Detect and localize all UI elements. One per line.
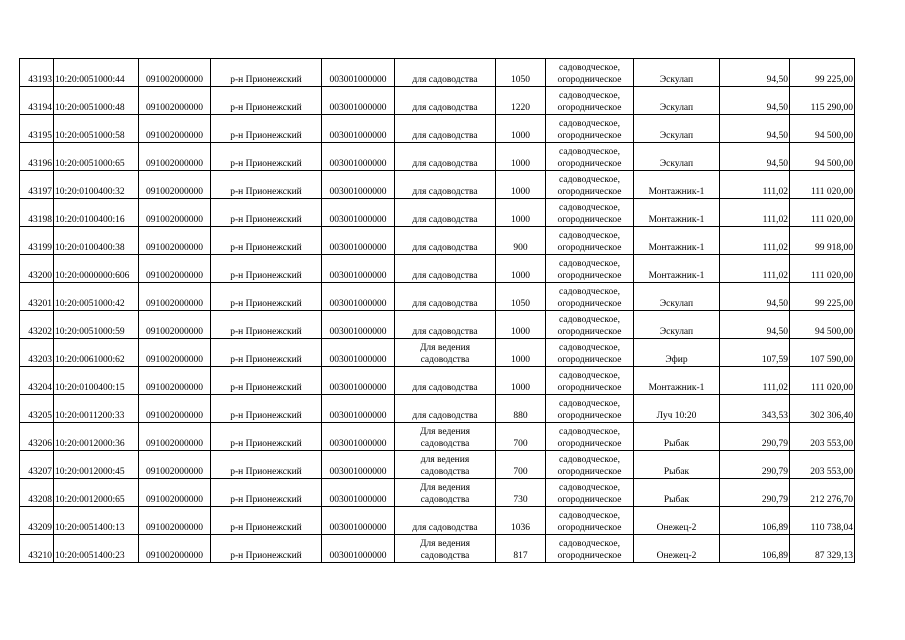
- unit-price-cell: 111,02: [720, 171, 790, 199]
- cadastral-number-cell: 10:20:0051400:13: [54, 507, 139, 535]
- category-cell: [546, 143, 634, 171]
- category-cell: [546, 283, 634, 311]
- permitted-use-cell: [395, 395, 496, 423]
- unit-price-cell: 94,50: [720, 143, 790, 171]
- oktmo-cell: 003001000000: [322, 535, 395, 563]
- cadastral-number-cell: 10:20:0100400:32: [54, 171, 139, 199]
- area-cell: 700: [496, 423, 546, 451]
- permitted-use-line: для садоводства: [412, 411, 478, 421]
- cadastral-cost-cell: 99 225,00: [790, 283, 855, 311]
- cadastral-cost-cell: 111 020,00: [790, 255, 855, 283]
- category-line: огородническое: [557, 187, 622, 197]
- settlement-name-cell: Онежец-2: [634, 535, 720, 563]
- category-line: садоводческое,: [559, 203, 620, 213]
- cadastral-number-cell: 10:20:0051400:23: [54, 535, 139, 563]
- cadastral-number-cell: 10:20:0051000:42: [54, 283, 139, 311]
- area-cell: 1036: [496, 507, 546, 535]
- district-cell: р-н Прионежский: [211, 367, 322, 395]
- cadastral-cost-cell: 203 553,00: [790, 451, 855, 479]
- area-cell: 1050: [496, 283, 546, 311]
- category-line: садоводческое,: [559, 483, 620, 493]
- category-line: садоводческое,: [559, 287, 620, 297]
- category-line: огородническое: [557, 215, 622, 225]
- code-cell: 091002000000: [139, 199, 211, 227]
- code-cell: 091002000000: [139, 451, 211, 479]
- category-line: садоводческое,: [559, 91, 620, 101]
- district-cell: р-н Прионежский: [211, 255, 322, 283]
- category-cell: [546, 171, 634, 199]
- code-cell: 091002000000: [139, 507, 211, 535]
- category-cell: [546, 423, 634, 451]
- row-number-cell: 43194: [20, 87, 54, 115]
- category-line: огородническое: [557, 103, 622, 113]
- area-cell: 1000: [496, 367, 546, 395]
- unit-price-cell: 343,53: [720, 395, 790, 423]
- table-row: [20, 423, 855, 451]
- oktmo-cell: 003001000000: [322, 339, 395, 367]
- category-line: садоводческое,: [559, 371, 620, 381]
- oktmo-cell: 003001000000: [322, 395, 395, 423]
- permitted-use-line: для ведения: [420, 455, 470, 465]
- cadastral-number-cell: 10:20:0012000:65: [54, 479, 139, 507]
- row-number-cell: 43193: [20, 59, 54, 87]
- permitted-use-cell: [395, 255, 496, 283]
- permitted-use-line: для садоводства: [412, 243, 478, 253]
- code-cell: 091002000000: [139, 367, 211, 395]
- code-cell: 091002000000: [139, 143, 211, 171]
- permitted-use-cell: [395, 87, 496, 115]
- area-cell: 1000: [496, 311, 546, 339]
- category-line: садоводческое,: [559, 315, 620, 325]
- oktmo-cell: 003001000000: [322, 143, 395, 171]
- permitted-use-cell: [395, 171, 496, 199]
- cadastral-number-cell: 10:20:0051000:44: [54, 59, 139, 87]
- settlement-name-cell: Монтажник-1: [634, 367, 720, 395]
- permitted-use-cell: [395, 283, 496, 311]
- table-row: [20, 339, 855, 367]
- unit-price-cell: 290,79: [720, 479, 790, 507]
- category-cell: [546, 535, 634, 563]
- category-line: огородническое: [557, 159, 622, 169]
- category-cell: [546, 451, 634, 479]
- cadastral-cost-cell: 87 329,13: [790, 535, 855, 563]
- code-cell: 091002000000: [139, 255, 211, 283]
- permitted-use-line: для садоводства: [412, 187, 478, 197]
- permitted-use-line: садоводства: [420, 551, 470, 561]
- cadastral-number-cell: 10:20:0100400:16: [54, 199, 139, 227]
- row-number-cell: 43206: [20, 423, 54, 451]
- unit-price-cell: 94,50: [720, 283, 790, 311]
- table-row: [20, 199, 855, 227]
- row-number-cell: 43207: [20, 451, 54, 479]
- oktmo-cell: 003001000000: [322, 199, 395, 227]
- category-line: садоводческое,: [559, 427, 620, 437]
- code-cell: 091002000000: [139, 115, 211, 143]
- category-cell: [546, 59, 634, 87]
- land-plots-table: [19, 58, 855, 563]
- code-cell: 091002000000: [139, 283, 211, 311]
- row-number-cell: 43199: [20, 227, 54, 255]
- area-cell: 1000: [496, 171, 546, 199]
- row-number-cell: 43195: [20, 115, 54, 143]
- permitted-use-cell: [395, 227, 496, 255]
- category-line: огородническое: [557, 327, 622, 337]
- oktmo-cell: 003001000000: [322, 451, 395, 479]
- category-cell: [546, 255, 634, 283]
- permitted-use-line: для садоводства: [412, 383, 478, 393]
- district-cell: р-н Прионежский: [211, 451, 322, 479]
- table-row: [20, 255, 855, 283]
- category-line: огородническое: [557, 523, 622, 533]
- oktmo-cell: 003001000000: [322, 87, 395, 115]
- code-cell: 091002000000: [139, 535, 211, 563]
- cadastral-cost-cell: 94 500,00: [790, 311, 855, 339]
- table-row: [20, 87, 855, 115]
- cadastral-number-cell: 10:20:0012000:36: [54, 423, 139, 451]
- row-number-cell: 43197: [20, 171, 54, 199]
- area-cell: 1000: [496, 199, 546, 227]
- settlement-name-cell: Монтажник-1: [634, 255, 720, 283]
- cadastral-cost-cell: 115 290,00: [790, 87, 855, 115]
- table-row: [20, 311, 855, 339]
- settlement-name-cell: Рыбак: [634, 423, 720, 451]
- table-row: [20, 535, 855, 563]
- unit-price-cell: 111,02: [720, 199, 790, 227]
- permitted-use-cell: [395, 143, 496, 171]
- row-number-cell: 43210: [20, 535, 54, 563]
- code-cell: 091002000000: [139, 479, 211, 507]
- cadastral-number-cell: 10:20:0011200:33: [54, 395, 139, 423]
- settlement-name-cell: Эскулап: [634, 143, 720, 171]
- row-number-cell: 43208: [20, 479, 54, 507]
- district-cell: р-н Прионежский: [211, 311, 322, 339]
- category-line: огородническое: [557, 495, 622, 505]
- category-line: огородническое: [557, 383, 622, 393]
- unit-price-cell: 111,02: [720, 227, 790, 255]
- table-row: [20, 143, 855, 171]
- area-cell: 1050: [496, 59, 546, 87]
- table-row: [20, 227, 855, 255]
- permitted-use-cell: [395, 199, 496, 227]
- area-cell: 1000: [496, 115, 546, 143]
- permitted-use-line: для садоводства: [412, 215, 478, 225]
- district-cell: р-н Прионежский: [211, 395, 322, 423]
- unit-price-cell: 290,79: [720, 423, 790, 451]
- area-cell: 1000: [496, 255, 546, 283]
- settlement-name-cell: Эскулап: [634, 283, 720, 311]
- permitted-use-cell: [395, 367, 496, 395]
- row-number-cell: 43201: [20, 283, 54, 311]
- oktmo-cell: 003001000000: [322, 255, 395, 283]
- settlement-name-cell: Монтажник-1: [634, 199, 720, 227]
- category-line: садоводческое,: [559, 147, 620, 157]
- permitted-use-line: Для ведения: [419, 539, 471, 549]
- permitted-use-line: садоводства: [420, 495, 470, 505]
- district-cell: р-н Прионежский: [211, 283, 322, 311]
- category-line: садоводческое,: [559, 343, 620, 353]
- category-line: садоводческое,: [559, 511, 620, 521]
- table-row: [20, 283, 855, 311]
- permitted-use-cell: [395, 479, 496, 507]
- category-line: огородническое: [557, 355, 622, 365]
- district-cell: р-н Прионежский: [211, 479, 322, 507]
- district-cell: р-н Прионежский: [211, 171, 322, 199]
- district-cell: р-н Прионежский: [211, 87, 322, 115]
- code-cell: 091002000000: [139, 339, 211, 367]
- category-line: огородническое: [557, 243, 622, 253]
- code-cell: 091002000000: [139, 395, 211, 423]
- settlement-name-cell: Эскулап: [634, 59, 720, 87]
- category-line: огородническое: [557, 551, 622, 561]
- category-line: огородническое: [557, 299, 622, 309]
- table-row: [20, 507, 855, 535]
- unit-price-cell: 111,02: [720, 367, 790, 395]
- category-line: огородническое: [557, 467, 622, 477]
- area-cell: 700: [496, 451, 546, 479]
- permitted-use-line: для садоводства: [412, 103, 478, 113]
- area-cell: 817: [496, 535, 546, 563]
- unit-price-cell: 290,79: [720, 451, 790, 479]
- settlement-name-cell: Монтажник-1: [634, 171, 720, 199]
- category-line: садоводческое,: [559, 175, 620, 185]
- table-row: [20, 171, 855, 199]
- category-cell: [546, 311, 634, 339]
- table-row: [20, 115, 855, 143]
- code-cell: 091002000000: [139, 311, 211, 339]
- cadastral-number-cell: 10:20:0012000:45: [54, 451, 139, 479]
- settlement-name-cell: Монтажник-1: [634, 227, 720, 255]
- permitted-use-cell: [395, 311, 496, 339]
- category-line: садоводческое,: [559, 259, 620, 269]
- cadastral-number-cell: 10:20:0100400:38: [54, 227, 139, 255]
- district-cell: р-н Прионежский: [211, 115, 322, 143]
- settlement-name-cell: Эскулап: [634, 311, 720, 339]
- settlement-name-cell: Рыбак: [634, 479, 720, 507]
- category-line: садоводческое,: [559, 455, 620, 465]
- permitted-use-line: Для ведения: [419, 427, 471, 437]
- unit-price-cell: 106,89: [720, 507, 790, 535]
- permitted-use-line: Для ведения: [419, 483, 471, 493]
- category-cell: [546, 87, 634, 115]
- row-number-cell: 43203: [20, 339, 54, 367]
- category-cell: [546, 227, 634, 255]
- unit-price-cell: 94,50: [720, 311, 790, 339]
- settlement-name-cell: Рыбак: [634, 451, 720, 479]
- permitted-use-line: для садоводства: [412, 523, 478, 533]
- category-cell: [546, 199, 634, 227]
- category-cell: [546, 367, 634, 395]
- settlement-name-cell: Эфир: [634, 339, 720, 367]
- oktmo-cell: 003001000000: [322, 115, 395, 143]
- district-cell: р-н Прионежский: [211, 423, 322, 451]
- category-line: огородническое: [557, 271, 622, 281]
- permitted-use-cell: [395, 115, 496, 143]
- category-line: садоводческое,: [559, 231, 620, 241]
- row-number-cell: 43202: [20, 311, 54, 339]
- table-row: [20, 367, 855, 395]
- cadastral-number-cell: 10:20:0061000:62: [54, 339, 139, 367]
- table-row: [20, 395, 855, 423]
- cadastral-cost-cell: 110 738,04: [790, 507, 855, 535]
- cadastral-cost-cell: 111 020,00: [790, 367, 855, 395]
- category-line: огородническое: [557, 131, 622, 141]
- code-cell: 091002000000: [139, 171, 211, 199]
- code-cell: 091002000000: [139, 423, 211, 451]
- category-cell: [546, 507, 634, 535]
- row-number-cell: 43209: [20, 507, 54, 535]
- table-body: [20, 59, 855, 563]
- district-cell: р-н Прионежский: [211, 199, 322, 227]
- table-row: [20, 59, 855, 87]
- area-cell: 900: [496, 227, 546, 255]
- cadastral-cost-cell: 107 590,00: [790, 339, 855, 367]
- settlement-name-cell: Луч 10:20: [634, 395, 720, 423]
- table-row: [20, 451, 855, 479]
- cadastral-cost-cell: 94 500,00: [790, 115, 855, 143]
- area-cell: 880: [496, 395, 546, 423]
- cadastral-cost-cell: 111 020,00: [790, 199, 855, 227]
- category-line: садоводческое,: [559, 399, 620, 409]
- oktmo-cell: 003001000000: [322, 171, 395, 199]
- permitted-use-line: для садоводства: [412, 159, 478, 169]
- code-cell: 091002000000: [139, 59, 211, 87]
- cadastral-cost-cell: 99 918,00: [790, 227, 855, 255]
- category-line: садоводческое,: [559, 63, 620, 73]
- permitted-use-line: для садоводства: [412, 299, 478, 309]
- permitted-use-cell: [395, 535, 496, 563]
- oktmo-cell: 003001000000: [322, 479, 395, 507]
- district-cell: р-н Прионежский: [211, 339, 322, 367]
- permitted-use-cell: [395, 423, 496, 451]
- district-cell: р-н Прионежский: [211, 227, 322, 255]
- permitted-use-line: садоводства: [420, 439, 470, 449]
- row-number-cell: 43200: [20, 255, 54, 283]
- cadastral-cost-cell: 94 500,00: [790, 143, 855, 171]
- settlement-name-cell: Эскулап: [634, 115, 720, 143]
- area-cell: 1000: [496, 339, 546, 367]
- row-number-cell: 43198: [20, 199, 54, 227]
- area-cell: 1000: [496, 143, 546, 171]
- settlement-name-cell: Эскулап: [634, 87, 720, 115]
- cadastral-number-cell: 10:20:0051000:59: [54, 311, 139, 339]
- row-number-cell: 43204: [20, 367, 54, 395]
- permitted-use-line: для садоводства: [412, 131, 478, 141]
- district-cell: р-н Прионежский: [211, 507, 322, 535]
- cadastral-cost-cell: 203 553,00: [790, 423, 855, 451]
- unit-price-cell: 106,89: [720, 535, 790, 563]
- row-number-cell: 43196: [20, 143, 54, 171]
- oktmo-cell: 003001000000: [322, 423, 395, 451]
- category-cell: [546, 115, 634, 143]
- district-cell: р-н Прионежский: [211, 535, 322, 563]
- permitted-use-cell: [395, 451, 496, 479]
- cadastral-number-cell: 10:20:0051000:58: [54, 115, 139, 143]
- cadastral-cost-cell: 302 306,40: [790, 395, 855, 423]
- cadastral-number-cell: 10:20:0051000:65: [54, 143, 139, 171]
- permitted-use-line: для садоводства: [412, 75, 478, 85]
- permitted-use-line: для садоводства: [412, 327, 478, 337]
- cadastral-cost-cell: 212 276,70: [790, 479, 855, 507]
- category-line: огородническое: [557, 439, 622, 449]
- category-cell: [546, 339, 634, 367]
- oktmo-cell: 003001000000: [322, 507, 395, 535]
- oktmo-cell: 003001000000: [322, 227, 395, 255]
- code-cell: 091002000000: [139, 87, 211, 115]
- unit-price-cell: 94,50: [720, 59, 790, 87]
- table-row: [20, 479, 855, 507]
- oktmo-cell: 003001000000: [322, 59, 395, 87]
- permitted-use-line: Для ведения: [419, 343, 471, 353]
- oktmo-cell: 003001000000: [322, 283, 395, 311]
- permitted-use-line: садоводства: [420, 355, 470, 365]
- category-line: садоводческое,: [559, 539, 620, 549]
- unit-price-cell: 94,50: [720, 115, 790, 143]
- permitted-use-cell: [395, 339, 496, 367]
- row-number-cell: 43205: [20, 395, 54, 423]
- area-cell: 730: [496, 479, 546, 507]
- unit-price-cell: 111,02: [720, 255, 790, 283]
- unit-price-cell: 94,50: [720, 87, 790, 115]
- code-cell: 091002000000: [139, 227, 211, 255]
- category-line: огородническое: [557, 411, 622, 421]
- oktmo-cell: 003001000000: [322, 311, 395, 339]
- category-line: садоводческое,: [559, 119, 620, 129]
- cadastral-number-cell: 10:20:0051000:48: [54, 87, 139, 115]
- permitted-use-line: для садоводства: [412, 271, 478, 281]
- cadastral-cost-cell: 99 225,00: [790, 59, 855, 87]
- category-cell: [546, 479, 634, 507]
- cadastral-number-cell: 10:20:0100400:15: [54, 367, 139, 395]
- permitted-use-line: садоводства: [420, 467, 470, 477]
- category-cell: [546, 395, 634, 423]
- settlement-name-cell: Онежец-2: [634, 507, 720, 535]
- district-cell: р-н Прионежский: [211, 59, 322, 87]
- permitted-use-cell: [395, 59, 496, 87]
- unit-price-cell: 107,59: [720, 339, 790, 367]
- area-cell: 1220: [496, 87, 546, 115]
- permitted-use-cell: [395, 507, 496, 535]
- cadastral-cost-cell: 111 020,00: [790, 171, 855, 199]
- category-line: огородническое: [557, 75, 622, 85]
- cadastral-number-cell: 10:20:0000000:606: [54, 255, 139, 283]
- district-cell: р-н Прионежский: [211, 143, 322, 171]
- oktmo-cell: 003001000000: [322, 367, 395, 395]
